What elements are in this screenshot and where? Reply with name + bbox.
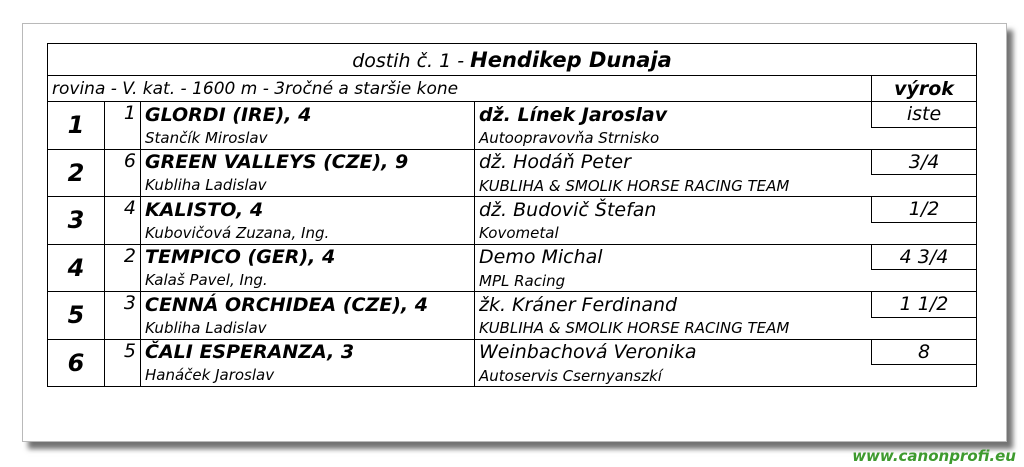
trainer-name: Stančík Miroslav bbox=[141, 127, 475, 149]
jockey-name: Demo Michal bbox=[475, 244, 872, 270]
watermark: www.canonprofi.eu bbox=[852, 447, 1016, 465]
distance-value: 3/4 bbox=[872, 149, 977, 175]
start-number: 5 bbox=[105, 339, 141, 387]
horse-name bbox=[141, 102, 475, 128]
result-row bbox=[48, 197, 977, 223]
start-number: 2 bbox=[105, 244, 141, 292]
horse-name bbox=[141, 149, 475, 175]
horse-name-text: GREEN VALLEYS (CZE), 9 bbox=[145, 151, 409, 173]
distance-value: 4 3/4 bbox=[872, 244, 977, 270]
horse-name-text: TEMPICO (GER), 4 bbox=[145, 246, 336, 268]
result-row bbox=[48, 149, 977, 175]
place-number: 3 bbox=[48, 197, 105, 245]
owner-name: Kovometal bbox=[475, 222, 977, 244]
owner-name: KUBLIHA & SMOLIK HORSE RACING TEAM bbox=[475, 175, 977, 197]
result-row bbox=[48, 292, 977, 318]
result-row bbox=[48, 339, 977, 365]
result-subrow bbox=[48, 317, 977, 339]
owner-name: Autoservis Csernyanszkí bbox=[475, 365, 977, 387]
trainer-name: Kubliha Ladislav bbox=[141, 317, 475, 339]
result-subrow bbox=[48, 175, 977, 197]
trainer-name: Hanáček Jaroslav bbox=[141, 365, 475, 387]
race-title bbox=[48, 44, 977, 76]
vyrok-header: výrok bbox=[872, 76, 977, 102]
distance-value: 8 bbox=[872, 339, 977, 365]
place-number: 2 bbox=[48, 149, 105, 197]
distance-value: 1 1/2 bbox=[872, 292, 977, 318]
start-number: 1 bbox=[105, 102, 141, 150]
jockey-name: dž. Hodáň Peter bbox=[475, 149, 872, 175]
distance-value: iste bbox=[872, 102, 977, 128]
start-number: 3 bbox=[105, 292, 141, 340]
jockey-name: Weinbachová Veronika bbox=[475, 339, 872, 365]
title-row bbox=[48, 44, 977, 76]
place-number: 6 bbox=[48, 339, 105, 387]
race-conditions: rovina - V. kat. - 1600 m - 3ročné a staršie kone bbox=[48, 76, 872, 102]
owner-name: MPL Racing bbox=[475, 270, 977, 292]
owner-name: Autoopravovňa Strnisko bbox=[475, 127, 977, 149]
trainer-name: Kubovičová Zuzana, Ing. bbox=[141, 222, 475, 244]
horse-name bbox=[141, 244, 475, 270]
distance-value: 1/2 bbox=[872, 197, 977, 223]
horse-name-text: KALISTO, 4 bbox=[145, 198, 264, 221]
result-subrow bbox=[48, 127, 977, 149]
horse-name bbox=[141, 197, 475, 223]
horse-name-text: GLORDI (IRE), 4 bbox=[145, 103, 312, 126]
trainer-name: Kubliha Ladislav bbox=[141, 175, 475, 197]
result-row bbox=[48, 244, 977, 270]
result-subrow bbox=[48, 222, 977, 244]
result-row bbox=[48, 102, 977, 128]
conditions-row bbox=[48, 76, 977, 102]
start-number: 4 bbox=[105, 197, 141, 245]
result-subrow bbox=[48, 365, 977, 387]
jockey-name: žk. Kráner Ferdinand bbox=[475, 292, 872, 318]
owner-name: KUBLIHA & SMOLIK HORSE RACING TEAM bbox=[475, 317, 977, 339]
trainer-name: Kalaš Pavel, Ing. bbox=[141, 270, 475, 292]
horse-name bbox=[141, 339, 475, 365]
start-number: 6 bbox=[105, 149, 141, 197]
horse-name-text: CENNÁ ORCHIDEA (CZE), 4 bbox=[145, 293, 428, 316]
race-title-prefix: dostih č. 1 - bbox=[352, 49, 465, 72]
horse-name-text: ČALI ESPERANZA, 3 bbox=[145, 341, 355, 363]
result-subrow bbox=[48, 270, 977, 292]
place-number: 4 bbox=[48, 244, 105, 292]
horse-name bbox=[141, 292, 475, 318]
race-results-table bbox=[47, 43, 977, 387]
place-number: 1 bbox=[48, 102, 105, 150]
jockey-name: dž. Línek Jaroslav bbox=[475, 102, 872, 128]
place-number: 5 bbox=[48, 292, 105, 340]
jockey-name: dž. Budovič Štefan bbox=[475, 197, 872, 223]
race-name: Hendikep Dunaja bbox=[470, 47, 672, 72]
